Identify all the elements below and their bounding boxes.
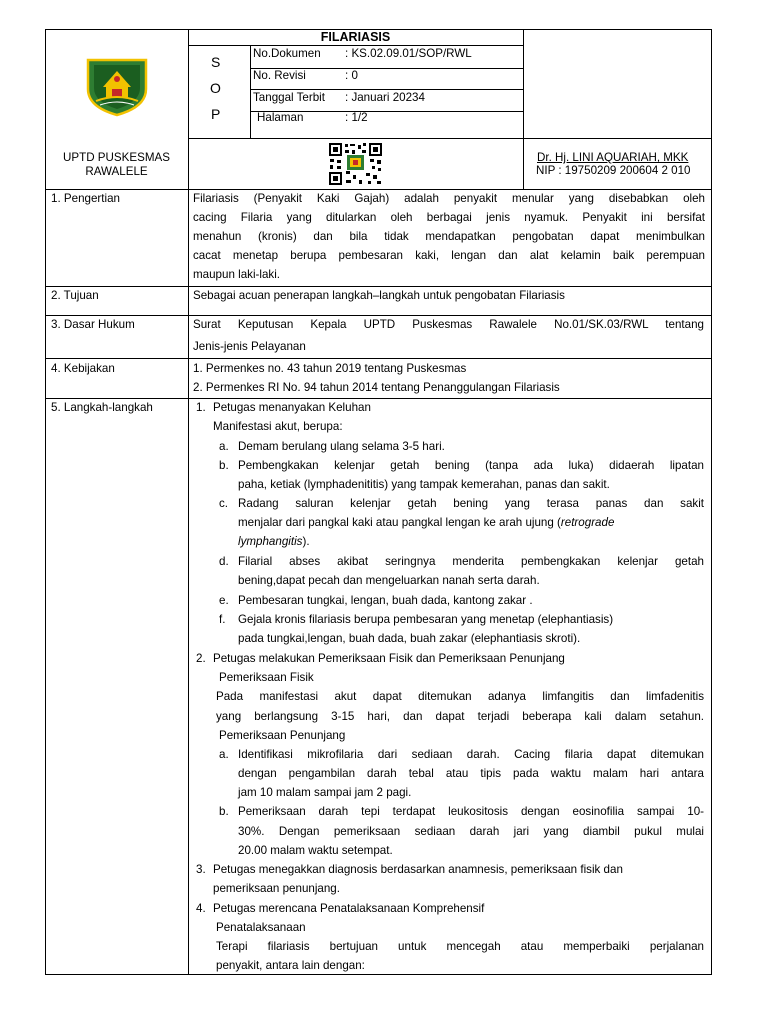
list-item-text: pada tungkai,lengan, buah dada, buah zakar (elephantiasis skroti).: [238, 632, 581, 645]
section-label-pengertian: 1. Pengertian: [51, 192, 120, 205]
step-number: 3.: [196, 863, 206, 876]
list-marker: f.: [219, 613, 226, 626]
step-title: Petugas menegakkan diagnosis berdasarkan anamnesis, pemeriksaan fisik dan: [213, 863, 623, 876]
list-item-text: Pembengkakan kelenjar getah bening (tanpa ada luka) didaerah lipatan: [238, 459, 704, 472]
section-label-kebijakan: 4. Kebijakan: [51, 362, 115, 375]
meta-label-tanggal-terbit: Tanggal Terbit: [253, 91, 325, 104]
step-subtitle: Manifestasi akut, berupa:: [213, 420, 343, 433]
paragraph-line: Terapi filariasis bertujuan untuk mencegah atau memperbaiki perjalanan: [216, 940, 704, 953]
logo: [82, 57, 152, 117]
list-item-text: paha, ketiak (lymphadenititis) yang tampak kemerahan, panas dan sakit.: [238, 478, 610, 491]
section-label-tujuan: 2. Tujuan: [51, 289, 99, 302]
meta-value-no-revisi: : 0: [345, 69, 358, 82]
paragraph-line: penyakit, antara lain dengan:: [216, 959, 365, 972]
meta-label-no-revisi: No. Revisi: [253, 69, 306, 82]
section-label-dasar-hukum: 3. Dasar Hukum: [51, 318, 135, 331]
list-marker: d.: [219, 555, 229, 568]
step-number: 4.: [196, 902, 206, 915]
list-item-text: Radang saluran kelenjar getah bening yang terasa panas dan sakit: [238, 497, 704, 510]
list-item-text: bening,dapat pecah dan mengeluarkan nanah serta darah.: [238, 574, 540, 587]
step-title: Petugas merencana Penatalaksanaan Komprehensif: [213, 902, 485, 915]
dasar-hukum-line-2: Jenis-jenis Pelayanan: [193, 340, 306, 353]
step-subtitle: Pemeriksaan Fisik: [219, 671, 314, 684]
list-item-text: 30%. Dengan pemeriksaan sediaan darah jari yang diambil pukul mulai: [238, 825, 704, 838]
sop-letter-s: S: [211, 54, 221, 70]
list-item-text: Pemeriksaan darah tepi terdapat leukositosis dengan eosinofilia sampai 10-: [238, 805, 704, 818]
meta-label-no-dokumen: No.Dokumen: [253, 47, 321, 60]
list-marker: e.: [219, 594, 229, 607]
step-title: Petugas melakukan Pemeriksaan Fisik dan Pemeriksaan Penunjang: [213, 652, 565, 665]
pengertian-line-4: cacat menetap berupa pembesaran kaki, lengan dan alat kelamin baik perempuan: [193, 249, 705, 262]
list-item-text: jam 10 malam sampai jam 2 pagi.: [238, 786, 412, 799]
qr-code: [328, 142, 383, 186]
signer-nip: NIP : 19750209 200604 2 010: [536, 164, 691, 177]
list-item-text: Filarial abses akibat seringnya menderita pembengkakan kelenjar getah: [238, 555, 704, 568]
list-marker: a.: [219, 440, 229, 453]
list-item-text: [238, 535, 310, 549]
pengertian-line-1: Filariasis (Penyakit Kaki Gajah) adalah penyakit menular yang disebabkan oleh: [193, 192, 705, 205]
list-item-text: dengan pengambilan darah tebal atau tipis pada waktu malam hari antara: [238, 767, 704, 780]
list-marker: b.: [219, 459, 229, 472]
step-subtitle: Penatalaksanaan: [216, 921, 306, 934]
step-number: 2.: [196, 652, 206, 665]
meta-label-halaman: Halaman: [257, 111, 304, 124]
list-marker: b.: [219, 805, 229, 818]
step-subtitle: Pemeriksaan Penunjang: [219, 729, 346, 742]
section-label-langkah: 5. Langkah-langkah: [51, 401, 153, 414]
step-title: pemeriksaan penunjang.: [213, 882, 340, 895]
step-title: Petugas menanyakan Keluhan: [213, 401, 371, 414]
list-item-text: 20.00 malam waktu setempat.: [238, 844, 393, 857]
italic-term: retrograde: [560, 516, 615, 529]
paragraph-line: Pada manifestasi akut dapat ditemukan adanya limfangitis dan limfadenitis: [216, 690, 704, 703]
org-name-line2: RAWALELE: [85, 165, 148, 178]
qr-code-icon: [328, 142, 383, 186]
list-item-text: [238, 516, 614, 530]
doc-title: FILARIASIS: [320, 30, 391, 44]
meta-value-no-dokumen: : KS.02.09.01/SOP/RWL: [345, 47, 472, 60]
kebijakan-item-1: 1. Permenkes no. 43 tahun 2019 tentang Puskesmas: [193, 362, 467, 375]
list-item-text: Demam berulang ulang selama 3-5 hari.: [238, 440, 445, 453]
text-run: ).: [302, 535, 310, 548]
step-number: 1.: [196, 401, 206, 414]
org-name-line1: UPTD PUSKESMAS: [63, 151, 170, 164]
sop-letter-o: O: [210, 80, 221, 96]
meta-value-tanggal-terbit: : Januari 20234: [345, 91, 425, 104]
meta-value-halaman: : 1/2: [345, 111, 368, 124]
signer-name: Dr. Hj. LINI AQUARIAH, MKK: [537, 151, 689, 164]
list-item-text: Pembesaran tungkai, lengan, buah dada, kantong zakar .: [238, 594, 533, 607]
list-marker: c.: [219, 497, 229, 510]
list-marker: a.: [219, 748, 229, 761]
sop-letter-p: P: [211, 106, 221, 122]
kebijakan-item-2: 2. Permenkes RI No. 94 tahun 2014 tentang Penanggulangan Filariasis: [193, 381, 560, 394]
list-item-text: Identifikasi mikrofilaria dari sediaan darah. Cacing filaria dapat ditemukan: [238, 748, 704, 761]
kabupaten-seal-icon: [82, 57, 152, 117]
pengertian-line-2: cacing Filaria yang ditularkan oleh berbagai jenis nyamuk. Penyakit ini bersifat: [193, 211, 705, 224]
text-run: menjalar dari pangkal kaki atau pangkal lengan ke arah ujung (: [238, 516, 561, 529]
tujuan-text: Sebagai acuan penerapan langkah–langkah untuk pengobatan Filariasis: [193, 289, 565, 302]
list-item-text: Gejala kronis filariasis berupa pembesaran yang menetap (elephantiasis): [238, 613, 614, 626]
pengertian-line-5: maupun laki-laki.: [193, 268, 280, 281]
paragraph-line: yang berlangsung 3-15 hari, dan dapat terjadi beberapa kali dalam setahun.: [216, 710, 704, 723]
pengertian-line-3: menahun (kronis) dan bila tidak mendapatkan pengobatan dapat menimbulkan: [193, 230, 705, 243]
italic-term: lymphangitis: [238, 535, 303, 548]
dasar-hukum-line-1: Surat Keputusan Kepala UPTD Puskesmas Rawalele No.01/SK.03/RWL tentang: [193, 318, 704, 331]
